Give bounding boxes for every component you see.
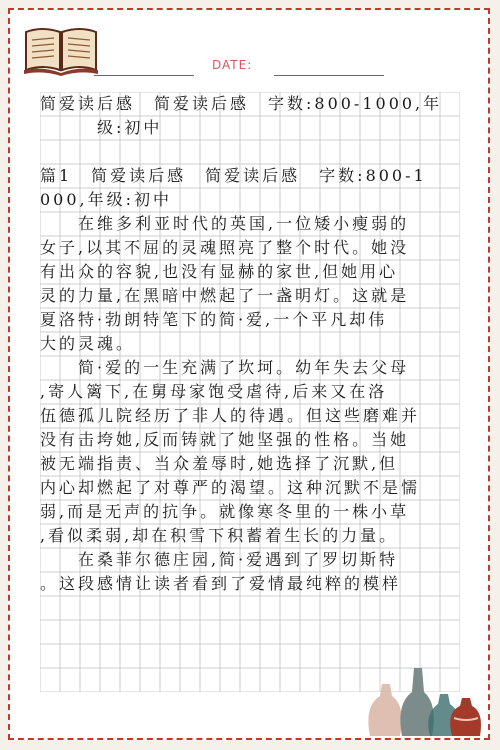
text-line: 大的灵魂。 bbox=[40, 334, 136, 353]
text-line: 简·爱的一生充满了坎坷。幼年失去父母 bbox=[40, 358, 410, 377]
vases-icon bbox=[362, 656, 482, 736]
writing-grid bbox=[40, 92, 460, 692]
text-line: 篇1 简爱读后感 简爱读后感 字数:800-1 bbox=[40, 166, 427, 185]
text-line: ,看似柔弱,却在积雪下积蓄着生长的力量。 bbox=[40, 526, 399, 545]
text-line: 灵的力量,在黑暗中燃起了一盏明灯。这就是 bbox=[40, 286, 410, 305]
text-line: 级:初中 bbox=[40, 118, 163, 137]
date-row bbox=[94, 58, 384, 78]
text-line: 内心却燃起了对尊严的渴望。这种沉默不是懦 bbox=[40, 478, 421, 497]
text-line: 夏洛特·勃朗特笔下的简·爱,一个平凡却伟 bbox=[40, 310, 388, 329]
text-line: 000,年级:初中 bbox=[40, 190, 173, 209]
open-book-icon bbox=[22, 20, 100, 76]
text-line: 弱,而是无声的抗争。就像寒冬里的一株小草 bbox=[40, 502, 410, 521]
date-line-right bbox=[274, 75, 384, 76]
text-line: 伍德孤儿院经历了非人的待遇。但这些磨难并 bbox=[40, 406, 421, 425]
text-line: 。这段感情让读者看到了爱情最纯粹的模样 bbox=[40, 574, 402, 593]
date-line-left bbox=[94, 75, 194, 76]
text-line: 女子,以其不屈的灵魂照亮了整个时代。她没 bbox=[40, 238, 410, 257]
text-line: 有出众的容貌,也没有显赫的家世,但她用心 bbox=[40, 262, 399, 281]
text-line: 简爱读后感 简爱读后感 字数:800-1000,年 bbox=[40, 94, 443, 113]
date-label: DATE: bbox=[212, 58, 253, 72]
text-line: 在桑菲尔德庄园,简·爱遇到了罗切斯特 bbox=[40, 550, 399, 569]
text-line: ,寄人篱下,在舅母家饱受虐待,后来又在洛 bbox=[40, 382, 388, 401]
text-line: 在维多利亚时代的英国,一位矮小瘦弱的 bbox=[40, 214, 410, 233]
text-line: 没有击垮她,反而铸就了她坚强的性格。当她 bbox=[40, 430, 410, 449]
text-line bbox=[40, 140, 460, 164]
text-line: 被无端指责、当众羞辱时,她选择了沉默,但 bbox=[40, 454, 399, 473]
